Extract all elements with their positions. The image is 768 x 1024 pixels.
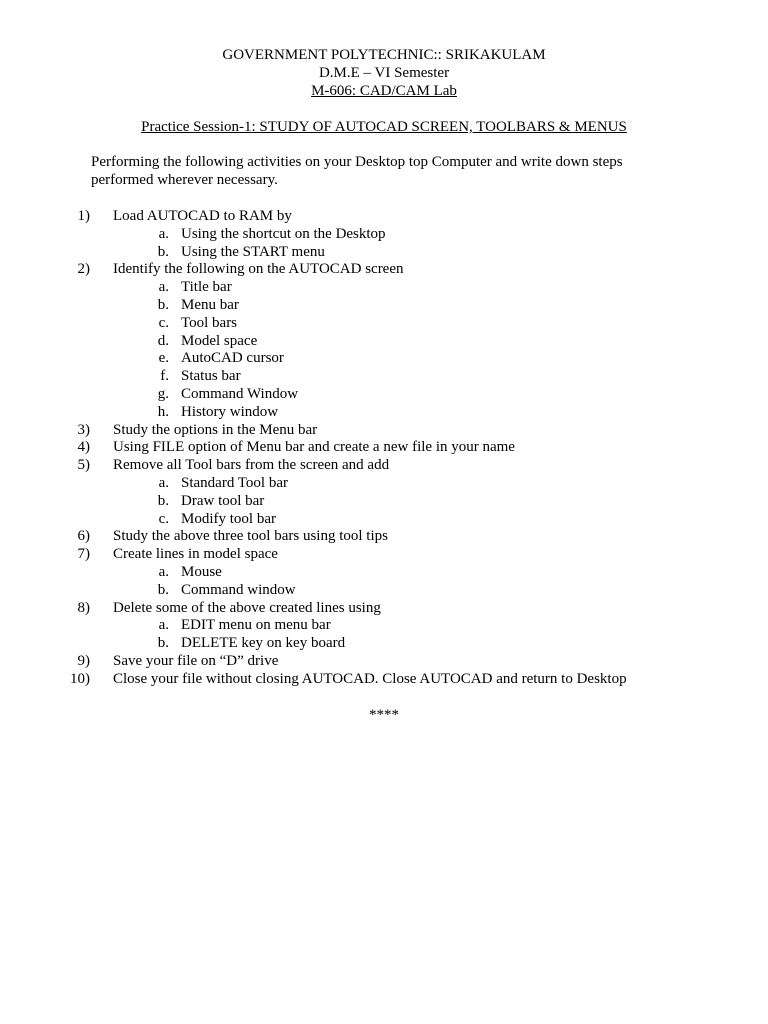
semester-heading: D.M.E – VI Semester — [318, 65, 450, 81]
sub-list-item — [0, 475, 768, 493]
sub-item-text: AutoCAD cursor — [181, 350, 284, 367]
sub-item-text: Using the shortcut on the Desktop — [181, 225, 386, 242]
item-text: Load AUTOCAD to RAM by — [113, 208, 292, 224]
sub-item-text: Status bar — [181, 368, 241, 385]
sub-list-item — [0, 386, 768, 404]
sub-item-letter: c. — [158, 314, 169, 331]
sub-item-text: Modify tool bar — [181, 510, 276, 527]
sub-list-item — [0, 617, 768, 635]
sub-item-letter: a. — [158, 563, 169, 580]
sub-item-text: Standard Tool bar — [181, 474, 288, 491]
intro-paragraph: Performing the following activities on your Desktop top Computer and write down steps performed wherever necessary. — [91, 154, 623, 188]
sub-item-letter: b. — [157, 581, 169, 598]
item-number: 2) — [77, 261, 90, 278]
sub-item-letter: b. — [157, 243, 169, 260]
activity-list — [0, 208, 768, 689]
sub-item-text: Mouse — [181, 563, 222, 580]
item-text: Delete some of the above created lines using — [113, 599, 381, 616]
sub-item-letter: c. — [158, 510, 169, 527]
sub-item-letter: a. — [158, 617, 169, 634]
list-item — [0, 261, 768, 279]
item-number: 9) — [77, 652, 90, 669]
sub-list-item — [0, 582, 768, 600]
item-text: Identify the following on the AUTOCAD screen — [113, 261, 404, 278]
sub-list-item — [0, 333, 768, 351]
sub-list-item — [0, 315, 768, 333]
list-item — [0, 208, 768, 226]
sub-item-letter: e. — [158, 350, 169, 367]
session-title: Practice Session-1: STUDY OF AUTOCAD SCREEN, TOOLBARS & MENUS — [141, 119, 627, 135]
list-item — [0, 439, 768, 457]
session-heading — [0, 119, 768, 137]
sub-item-letter: a. — [158, 474, 169, 491]
item-number: 3) — [77, 421, 90, 438]
sub-list-item — [0, 368, 768, 386]
sub-item-text: DELETE key on key board — [181, 635, 346, 652]
sub-item-text: Model space — [181, 332, 258, 349]
course-heading — [0, 83, 768, 101]
sub-item-text: EDIT menu on menu bar — [181, 617, 331, 634]
item-number: 1) — [77, 208, 90, 224]
sub-item-text: Tool bars — [181, 314, 238, 331]
sub-list-item — [0, 350, 768, 368]
item-text: Using FILE option of Menu bar and create a new file in your name — [113, 439, 515, 456]
sub-item-letter: a. — [158, 225, 169, 242]
sub-item-letter: g. — [157, 385, 169, 402]
sub-list-item — [0, 244, 768, 262]
sub-item-letter: b. — [157, 296, 169, 313]
sub-list-item — [0, 297, 768, 315]
list-item — [0, 528, 768, 546]
sub-item-text: Title bar — [181, 279, 232, 296]
item-number: 4) — [77, 439, 90, 456]
item-text: Remove all Tool bars from the screen and add — [113, 457, 390, 474]
item-number: 8) — [77, 599, 90, 616]
list-item — [0, 422, 768, 440]
list-item — [0, 546, 768, 564]
sub-list-item — [0, 635, 768, 653]
sub-list-item — [0, 493, 768, 511]
sub-list-item — [0, 511, 768, 529]
sub-item-letter: d. — [157, 332, 169, 349]
institution-heading: GOVERNMENT POLYTECHNIC:: SRIKAKULAM — [222, 47, 546, 63]
item-number: 10) — [70, 670, 90, 687]
sub-item-text: Command Window — [181, 385, 299, 402]
item-text: Study the above three tool bars using tool tips — [113, 528, 388, 545]
sub-item-letter: b. — [157, 492, 169, 509]
item-text: Close your file without closing AUTOCAD. Close AUTOCAD and return to Desktop — [113, 670, 627, 687]
end-marker: **** — [369, 707, 399, 723]
sub-item-text: Menu bar — [181, 296, 239, 313]
item-number: 6) — [77, 528, 90, 545]
sub-list-item — [0, 226, 768, 244]
sub-item-letter: f. — [160, 368, 169, 385]
sub-item-text: Command window — [181, 581, 296, 598]
sub-item-letter: a. — [158, 279, 169, 296]
item-number: 5) — [77, 457, 90, 474]
sub-item-letter: h. — [157, 403, 169, 420]
item-text: Save your file on “D” drive — [113, 652, 279, 669]
item-number: 7) — [77, 546, 90, 563]
course-title: M-606: CAD/CAM Lab — [311, 83, 457, 99]
sub-item-text: History window — [181, 403, 279, 420]
sub-item-text: Draw tool bar — [181, 492, 265, 509]
sub-item-letter: b. — [157, 635, 169, 652]
sub-item-text: Using the START menu — [181, 243, 325, 260]
list-item — [0, 653, 768, 671]
list-item — [0, 600, 768, 618]
list-item — [0, 457, 768, 475]
sub-list-item — [0, 279, 768, 297]
sub-list-item — [0, 564, 768, 582]
sub-list-item — [0, 404, 768, 422]
item-text: Create lines in model space — [113, 546, 278, 563]
list-item — [0, 671, 768, 689]
item-text: Study the options in the Menu bar — [113, 421, 318, 438]
